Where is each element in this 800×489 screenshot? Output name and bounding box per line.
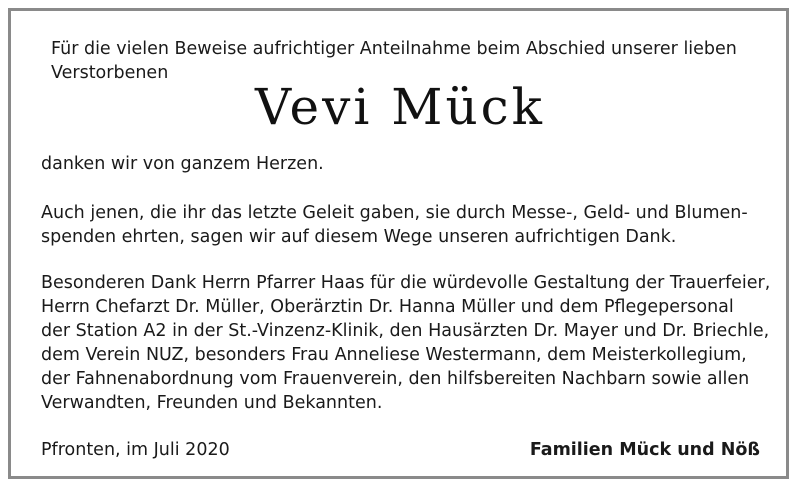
paragraph-2-line-2: spenden ehrten, sagen wir auf diesem Wege unseren aufrichtigen Dank. — [41, 227, 677, 247]
intro-line-1: Für die vielen Beweise aufrichtiger Anteilnahme beim Abschied unserer lieben — [51, 39, 737, 59]
paragraph-3-line-3: der Station A2 in der St.-Vinzenz-Klinik, den Hausärzten Dr. Mayer und Dr. Briechle, — [41, 321, 770, 341]
paragraph-3-line-5: der Fahnenabordnung vom Frauenverein, den hilfsbereiten Nachbarn sowie allen — [41, 369, 750, 389]
paragraph-3-line-1: Besonderen Dank Herrn Pfarrer Haas für die würdevolle Gestaltung der Trauerfeier, — [41, 273, 771, 293]
paragraph-3-line-4: dem Verein NUZ, besonders Frau Anneliese Westermann, dem Meisterkollegium, — [41, 345, 747, 365]
place-date: Pfronten, im Juli 2020 — [41, 440, 230, 460]
signature: Familien Mück und Nöß — [529, 440, 760, 460]
thanks-line: danken wir von ganzem Herzen. — [41, 154, 324, 174]
intro-line-2: Verstorbenen — [51, 63, 169, 83]
deceased-name: Vevi Mück — [255, 78, 545, 136]
paragraph-3-line-2: Herrn Chefarzt Dr. Müller, Oberärztin Dr. Hanna Müller und dem Pflegepersonal — [41, 297, 734, 317]
paragraph-3-line-6: Verwandten, Freunden und Bekannten. — [41, 393, 383, 413]
paragraph-2-line-1: Auch jenen, die ihr das letzte Geleit gaben, sie durch Messe-, Geld- und Blumen- — [41, 203, 748, 223]
